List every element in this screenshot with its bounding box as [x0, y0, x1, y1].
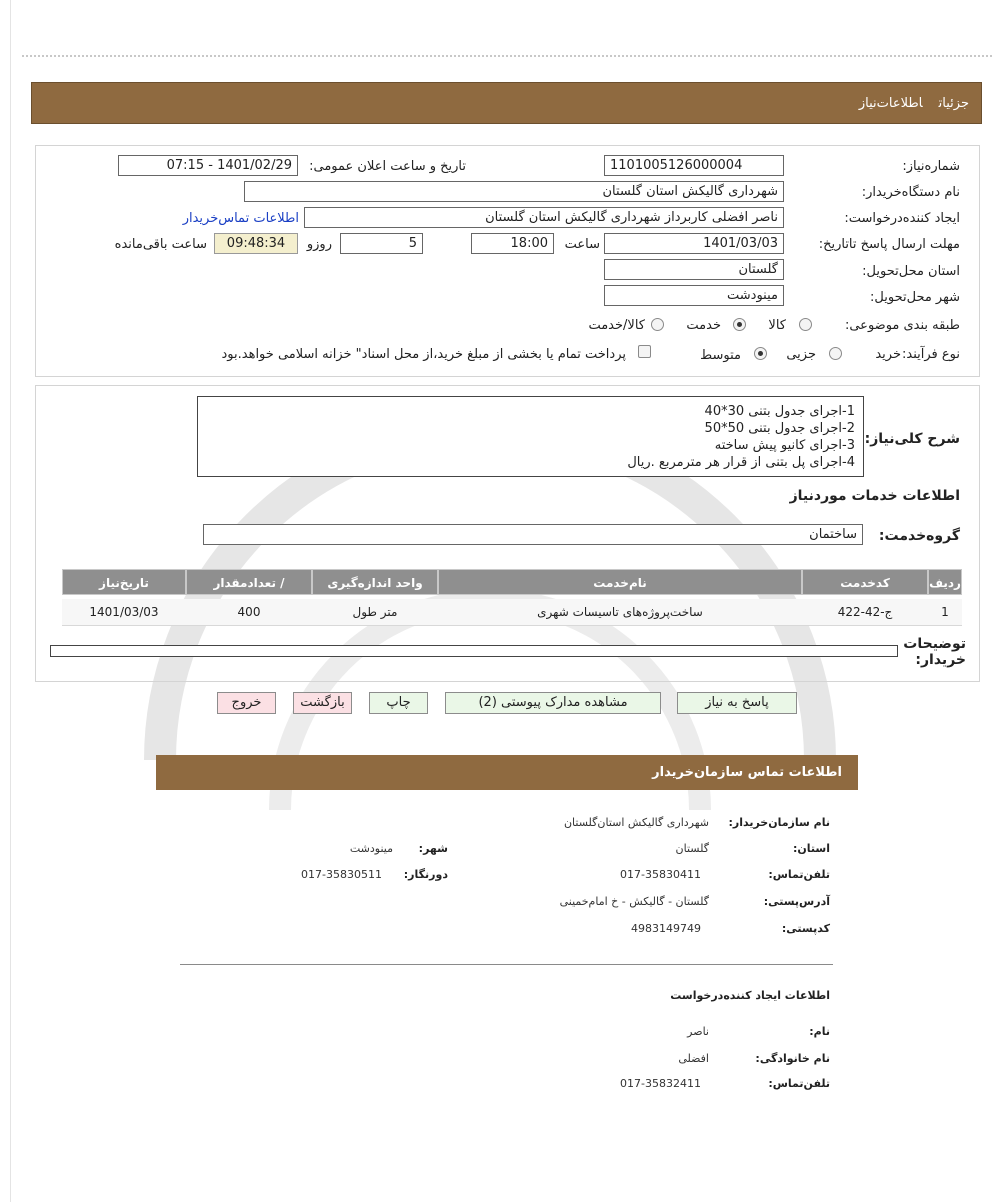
province-label: استان محل‌تحویل:	[862, 264, 960, 279]
category-goods-radio[interactable]	[799, 318, 812, 331]
contact-title: اطلاعات تماس سازمان‌خریدار	[652, 765, 842, 780]
category-goods-label: کالا	[768, 318, 786, 333]
creator-family-label: نام خانوادگی:	[755, 1052, 830, 1065]
description-line: 4-اجرای پل بتنی از قرار هر مترمربع .ریال	[627, 455, 855, 470]
exit-button[interactable]: خروج	[217, 692, 276, 714]
col-header-service-code: کدخدمت	[802, 569, 928, 595]
process-buy-label: خرید	[875, 347, 901, 362]
city-label: شهر محل‌تحویل:	[870, 290, 960, 305]
buyer-notes-field	[50, 645, 898, 657]
service-group-label: گروه‌خدمت:	[878, 528, 960, 544]
left-border	[10, 0, 11, 1202]
deadline-date-field: 1401/03/03	[604, 233, 784, 254]
buyer-notes-label: توضیحات خریدار:	[903, 636, 966, 668]
buyer-contact-link[interactable]: اطلاعات تماس‌خریدار	[182, 211, 299, 226]
creator-field: ناصر افضلی کاربرداز شهرداری گالیکش استان گلستان	[304, 207, 784, 228]
contact-city-label: شهر:	[418, 842, 448, 855]
phone-label: تلفن‌تماس:	[768, 868, 830, 881]
top-dotted-divider	[22, 55, 992, 57]
contact-divider	[180, 964, 833, 965]
creator-phone-value: 017-35832411	[620, 1077, 701, 1090]
process-medium-radio[interactable]	[754, 347, 767, 360]
hour-label: ساعت	[564, 237, 600, 252]
deadline-label: مهلت ارسال پاسخ تا‌تاریخ:	[818, 237, 960, 252]
address-label: آدرس‌پستی:	[763, 895, 830, 908]
category-goods-service-radio[interactable]	[651, 318, 664, 331]
back-button[interactable]: بازگشت	[293, 692, 352, 714]
service-group-field: ساختمان	[203, 524, 863, 545]
process-minor-label: جزیی	[786, 347, 816, 362]
cell-quantity: 400	[186, 599, 312, 626]
contact-city-value: مینودشت	[349, 842, 393, 855]
contact-province-value: گلستان	[675, 842, 709, 855]
org-value: شهرداری گالیکش استان‌گلستان	[563, 816, 709, 829]
province-field: گلستان	[604, 259, 784, 280]
category-label: طبقه بندی موضوعی:	[844, 318, 960, 333]
category-goods-service-label: کالا/خدمت	[588, 318, 645, 333]
announce-label: تاریخ و ساعت اعلان عمومی:	[309, 159, 466, 174]
print-button[interactable]: چاپ	[369, 692, 428, 714]
table-row	[62, 599, 962, 625]
remaining-time: 09:48:34	[214, 233, 298, 254]
announce-field: 1401/02/29 - 07:15	[118, 155, 298, 176]
cell-need-date: 1401/03/03	[62, 599, 186, 626]
creator-name-value: ناصر	[687, 1025, 709, 1038]
days-field: 5	[340, 233, 423, 254]
creator-name-label: نام:	[809, 1025, 830, 1038]
need-info-panel	[35, 145, 980, 377]
description-label: شرح کلی‌نیاز:	[864, 431, 960, 447]
cell-service-name: ساخت‌پروژه‌های تاسیسات شهری	[438, 599, 802, 626]
buyer-org-label: نام دستگاه‌خریدار:	[861, 185, 960, 200]
services-title: اطلاعات خدمات موردنیاز	[789, 488, 960, 504]
process-label: نوع فرآیند:	[902, 347, 960, 362]
description-line: 3-اجرای کانیو پیش ساخته	[714, 438, 855, 453]
col-header-need-date: تاریخ‌نیاز	[62, 569, 186, 595]
contact-header	[156, 755, 858, 790]
category-service-radio[interactable]	[733, 318, 746, 331]
header-details[interactable]: جزئیات	[938, 96, 969, 111]
days-label: روزو	[306, 237, 332, 252]
process-minor-radio[interactable]	[829, 347, 842, 360]
need-number-field: 1101005126000004	[604, 155, 784, 176]
phone-value: 017-35830411	[620, 868, 701, 881]
description-line: 2-اجرای جدول بتنی 50*50	[704, 421, 855, 436]
fax-label: دورنگار:	[403, 868, 448, 881]
col-header-quantity: تعداد‌مقدار /	[186, 569, 312, 595]
creator-family-value: افضلی	[678, 1052, 709, 1065]
cell-unit: متر طول	[312, 599, 438, 626]
treasury-payment-text: پرداخت تمام یا بخشی از مبلغ خرید،از محل اسناد" خزانه اسلامی خواهد.بود	[221, 347, 626, 362]
contact-province-label: استان:	[793, 842, 830, 855]
creator-info-title: اطلاعات ایجاد کننده‌درخواست	[670, 989, 830, 1002]
description-line: 1-اجرای جدول بتنی 30*40	[704, 404, 855, 419]
process-medium-label: متوسط	[700, 348, 741, 363]
deadline-hour-field: 18:00	[471, 233, 554, 254]
category-service-label: خدمت	[686, 318, 721, 333]
reply-button[interactable]: پاسخ به نیاز	[677, 692, 797, 714]
header-need-info[interactable]: اطلاعات‌نیاز	[858, 96, 923, 111]
col-header-service-name: نام‌خدمت	[438, 569, 802, 595]
col-header-row-number: ردیف	[928, 569, 962, 595]
cell-service-code: ج-42-422	[802, 599, 928, 626]
treasury-payment-checkbox[interactable]	[638, 345, 651, 358]
creator-label: ایجاد کننده‌درخواست:	[844, 211, 960, 226]
cell-row-number: 1	[928, 599, 962, 626]
buyer-org-field: شهرداری گالیکش استان گلستان	[244, 181, 784, 202]
creator-phone-label: تلفن‌تماس:	[768, 1077, 830, 1090]
col-header-unit: واحد اندازه‌گیری	[312, 569, 438, 595]
org-label: نام سازمان‌خریدار:	[728, 816, 830, 829]
city-field: مینودشت	[604, 285, 784, 306]
address-value: گلستان - گالیکش - خ امام‌خمینی	[559, 895, 709, 908]
fax-value: 017-35830511	[301, 868, 382, 881]
remaining-label: ساعت باقی‌مانده	[114, 237, 207, 252]
description-box	[197, 396, 864, 477]
view-documents-button[interactable]: مشاهده مدارک پیوستی (2)	[445, 692, 661, 714]
postal-value: 4983149749	[631, 922, 701, 935]
postal-label: کد‌پستی:	[781, 922, 830, 935]
need-number-label: شماره‌نیاز:	[902, 159, 960, 174]
page-header	[31, 82, 982, 124]
